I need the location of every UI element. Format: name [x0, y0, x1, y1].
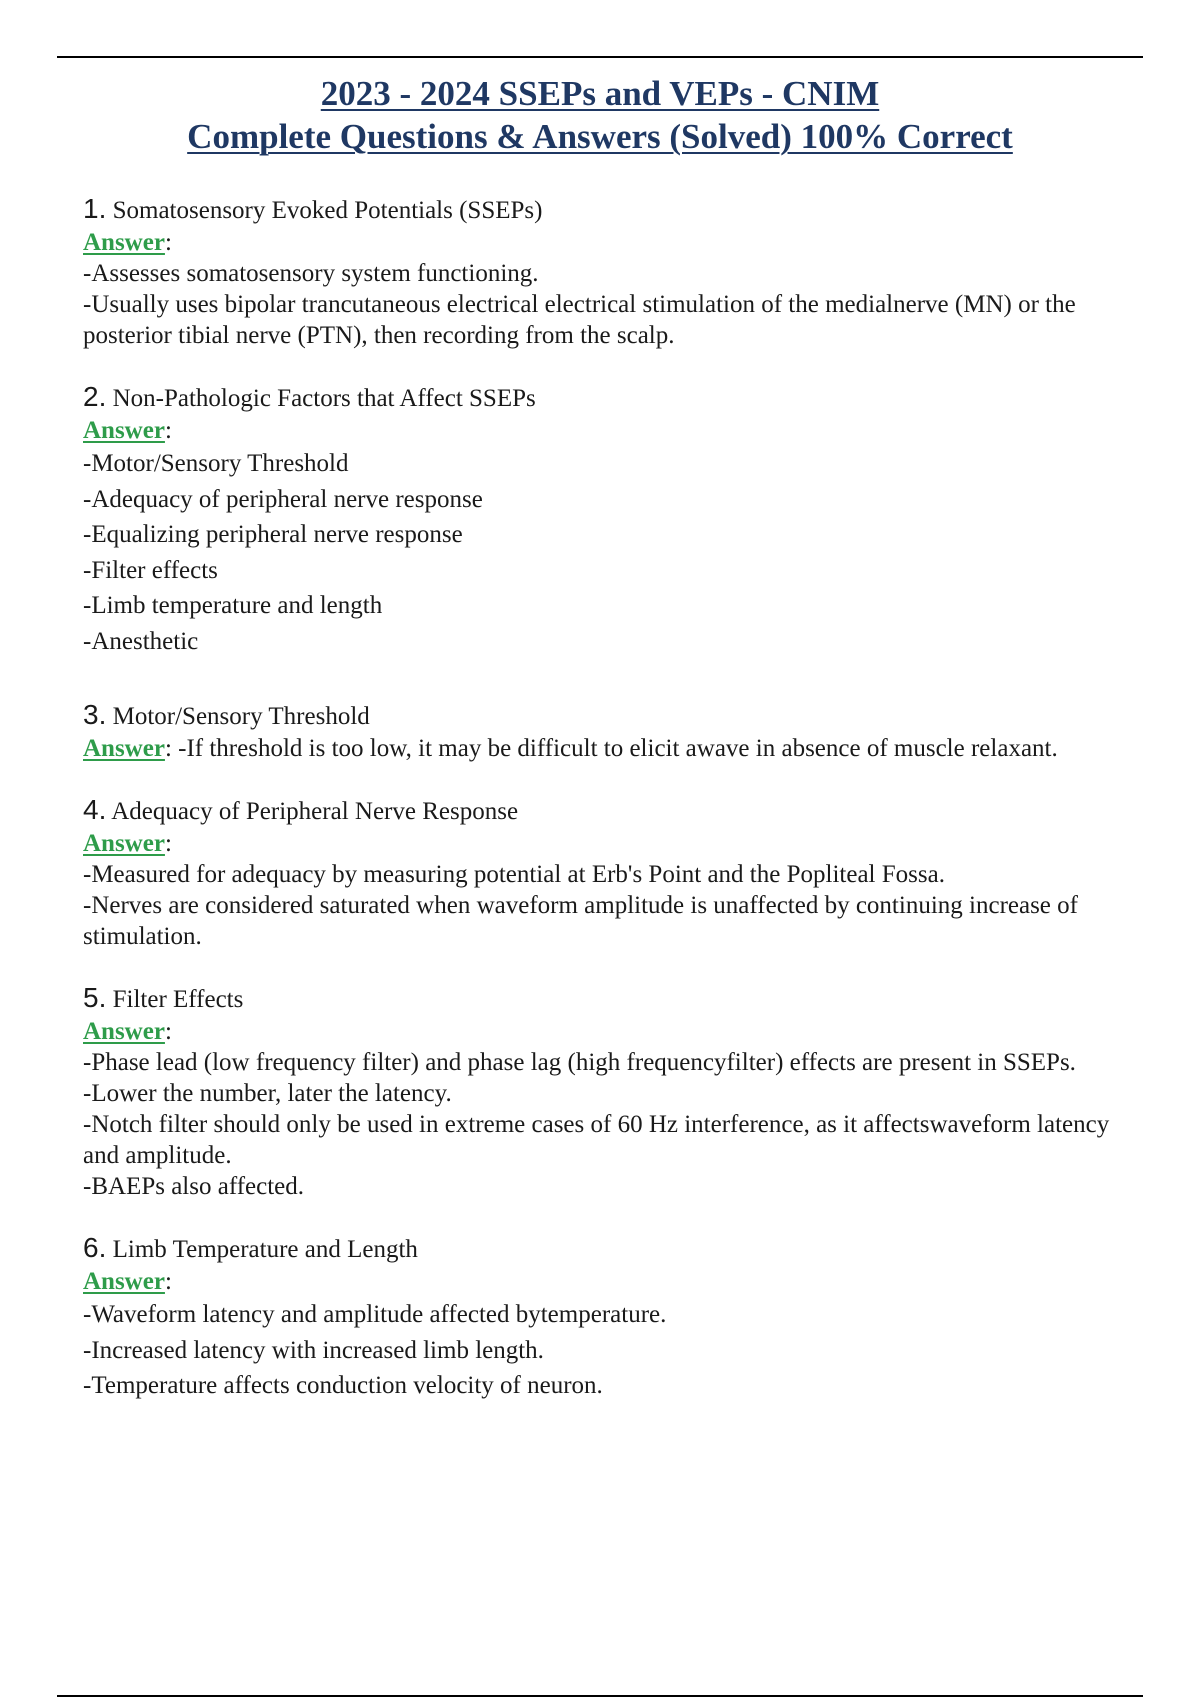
answer-label-row: Answer:	[83, 229, 172, 256]
question-number: 4.	[83, 794, 107, 825]
answer-line: -Notch filter should only be used in extreme cases of 60 Hz interference, as it affectswaveform latency and amplitude.	[83, 1111, 1110, 1169]
qa-item-3	[83, 699, 1133, 764]
qa-item-2	[83, 381, 1133, 659]
answer-label-row: Answer:	[83, 1018, 172, 1045]
qa-item-1	[83, 193, 1133, 351]
question-number: 6.	[83, 1232, 107, 1263]
bottom-rule	[57, 1695, 1143, 1697]
answer-label: Answer	[83, 1268, 165, 1295]
qa-item-4	[83, 794, 1133, 952]
answer-line: -Waveform latency and amplitude affected bytemperature.	[83, 1301, 667, 1328]
document-title-line-2: Complete Questions & Answers (Solved) 100% Correct	[187, 117, 1013, 156]
answer-line: -Anesthetic	[83, 627, 199, 655]
answer-label-row: Answer:	[83, 417, 172, 444]
question-title: Somatosensory Evoked Potentials (SSEPs)	[112, 197, 543, 224]
question	[83, 193, 1133, 227]
top-rule	[57, 56, 1143, 58]
answer-line: -Phase lead (low frequency filter) and phase lag (high frequencyfilter) effects are present in SSEPs.	[83, 1049, 1076, 1076]
qa-item-6	[83, 1232, 1133, 1404]
answer-line: -Lower the number, later the latency.	[83, 1080, 452, 1107]
qa-item-5	[83, 982, 1133, 1202]
answer-label: Answer	[83, 735, 165, 762]
answer-line: -Assesses somatosensory system functioning.	[83, 260, 539, 287]
qa-list	[83, 193, 1133, 1434]
document-title-line-1: 2023 - 2024 SSEPs and VEPs - CNIM	[320, 74, 880, 113]
question-number: 2.	[83, 381, 107, 412]
answer-text: -If threshold is too low, it may be difficult to elicit awave in absence of muscle relaxant.	[178, 735, 1058, 762]
answer-line: -Nerves are considered saturated when waveform amplitude is unaffected by continuing increase of stimulation.	[83, 892, 1078, 950]
answer-label: Answer	[83, 830, 165, 857]
answer-line: -Motor/Sensory Threshold	[83, 450, 349, 477]
question-title: Limb Temperature and Length	[112, 1236, 418, 1263]
question-number: 1.	[83, 193, 107, 224]
document-header	[57, 72, 1143, 158]
question	[83, 1232, 1133, 1266]
answer-line: -Adequacy of peripheral nerve response	[83, 485, 483, 513]
answer-label-row: Answer:	[83, 1268, 172, 1295]
question	[83, 699, 1133, 733]
answer-label: Answer	[83, 229, 165, 256]
answer-label: Answer	[83, 417, 165, 444]
question-title: Filter Effects	[112, 986, 244, 1013]
answer-inline: Answer: -If threshold is too low, it may be difficult to elicit awave in absence of muscle relaxant.	[83, 735, 1058, 762]
question-title: Non-Pathologic Factors that Affect SSEPs	[112, 385, 536, 412]
question	[83, 982, 1133, 1016]
answer-line: -Filter effects	[83, 556, 218, 584]
question-title: Adequacy of Peripheral Nerve Response	[111, 798, 519, 825]
question	[83, 381, 1133, 415]
answer-label-row: Answer:	[83, 830, 172, 857]
question-title: Motor/Sensory Threshold	[112, 703, 370, 730]
answer-line: -Increased latency with increased limb length.	[83, 1336, 544, 1364]
answer-line: -Measured for adequacy by measuring potential at Erb's Point and the Popliteal Fossa.	[83, 861, 945, 888]
answer-line: -Temperature affects conduction velocity of neuron.	[83, 1372, 603, 1399]
answer-line: -BAEPs also affected.	[83, 1173, 305, 1200]
question-number: 5.	[83, 982, 107, 1013]
answer-label: Answer	[83, 1018, 165, 1045]
answer-line: -Limb temperature and length	[83, 592, 383, 619]
question-number: 3.	[83, 699, 107, 730]
question	[83, 794, 1133, 828]
answer-line: -Usually uses bipolar trancutaneous electrical electrical stimulation of the medialnerve (MN) or the posterior tibial nerve (PTN), then recording from the scalp.	[83, 291, 1076, 349]
answer-line: -Equalizing peripheral nerve response	[83, 521, 463, 548]
